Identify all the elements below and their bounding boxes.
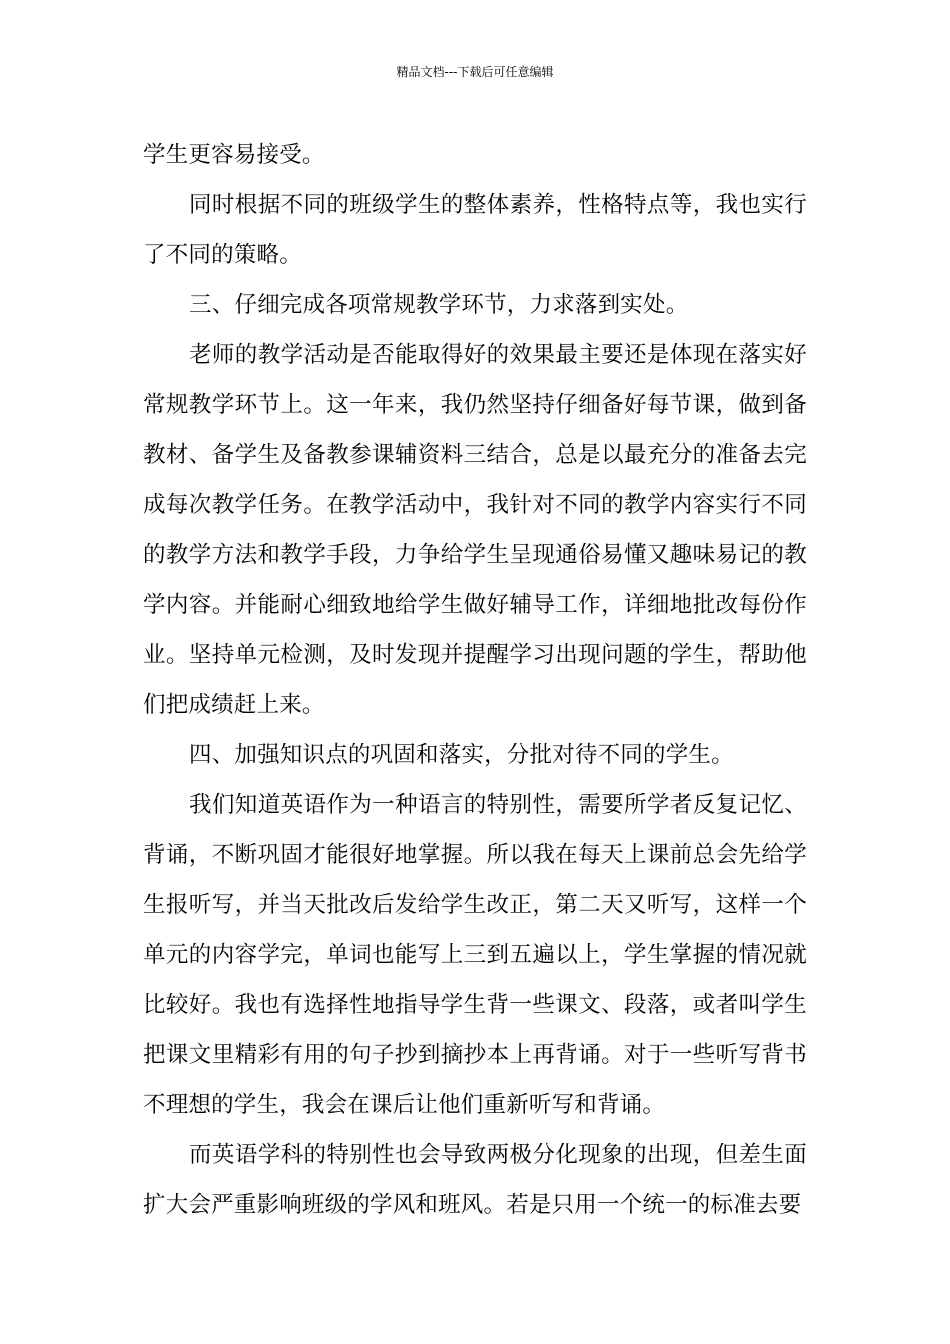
section-heading-4: 四、加强知识点的巩固和落实，分批对待不同的学生。 — [189, 742, 734, 768]
paragraph-7: 而英语学科的特别性也会导致两极分化现象的出现，但差生面扩大会严重影响班级的学风和班风。若是只用一个统一的标准去要 — [143, 1142, 807, 1218]
document-body — [143, 130, 807, 1230]
page-header: 精品文档---下载后可任意编辑 — [396, 65, 554, 79]
paragraph-1: 学生更容易接受。 — [143, 142, 325, 168]
paragraph-2: 同时根据不同的班级学生的整体素养，性格特点等，我也实行了不同的策略。 — [143, 192, 807, 268]
paragraph-4: 老师的教学活动是否能取得好的效果最主要还是体现在落实好常规教学环节上。这一年来，我仍然坚持仔细备好每节课，做到备教材、备学生及备教参课辅资料三结合，总是以最充分的准备去完成每次教学任务。在教学活动中，我针对不同的教学内容实行不同的教学方法和教学手段，力争给学生呈现通俗易懂又趣味易记的教学内容。并能耐心细致地给学生做好辅导工作，详细地批改每份作业。坚持单元检测，及时发现并提醒学习出现问题的学生，帮助他们把成绩赶上来。 — [143, 342, 807, 718]
paragraph-6: 我们知道英语作为一种语言的特别性，需要所学者反复记忆、背诵，不断巩固才能很好地掌握。所以我在每天上课前总会先给学生报听写，并当天批改后发给学生改正，第二天又听写，这样一个单元的内容学完，单词也能写上三到五遍以上，学生掌握的情况就比较好。我也有选择性地指导学生背一些课文、段落，或者叫学生把课文里精彩有用的句子抄到摘抄本上再背诵。对于一些听写背书不理想的学生，我会在课后让他们重新听写和背诵。 — [143, 792, 807, 1118]
section-heading-3: 三、仔细完成各项常规教学环节，力求落到实处。 — [189, 292, 689, 318]
